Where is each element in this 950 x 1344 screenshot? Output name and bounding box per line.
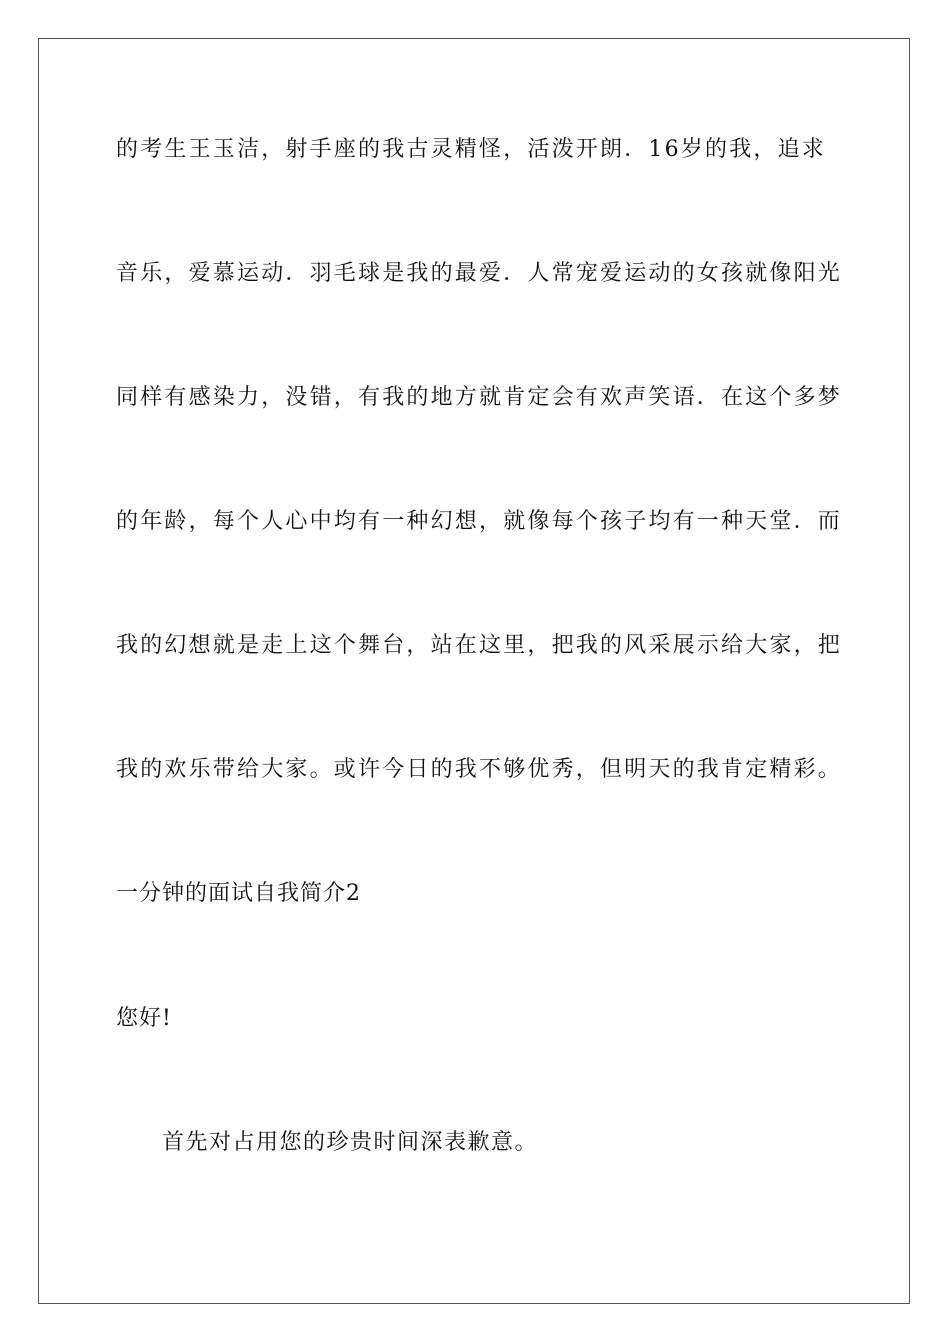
opening-paragraph: 首先对占用您的珍贵时间深表歉意。 xyxy=(162,1130,539,1155)
body-text-line: 的考生王玉洁，射手座的我古灵精怪，活泼开朗．16岁的我，追求 xyxy=(116,137,826,162)
greeting-text: 您好! xyxy=(116,1006,172,1031)
body-text-line: 的年龄，每个人心中均有一种幻想，就像每个孩子均有一种天堂．而 xyxy=(116,509,843,534)
body-text-line: 音乐，爱慕运动．羽毛球是我的最爱．人常宠爱运动的女孩就像阳光 xyxy=(116,261,843,286)
body-text-line: 我的幻想就是走上这个舞台，站在这里，把我的风采展示给大家，把 xyxy=(116,633,843,658)
page-border xyxy=(38,38,910,1304)
body-text-line: 同样有感染力，没错，有我的地方就肯定会有欢声笑语．在这个多梦 xyxy=(116,385,843,410)
body-text-line: 我的欢乐带给大家。或许今日的我不够优秀，但明天的我肯定精彩。 xyxy=(116,757,843,782)
section-heading: 一分钟的面试自我简介2 xyxy=(116,881,361,906)
